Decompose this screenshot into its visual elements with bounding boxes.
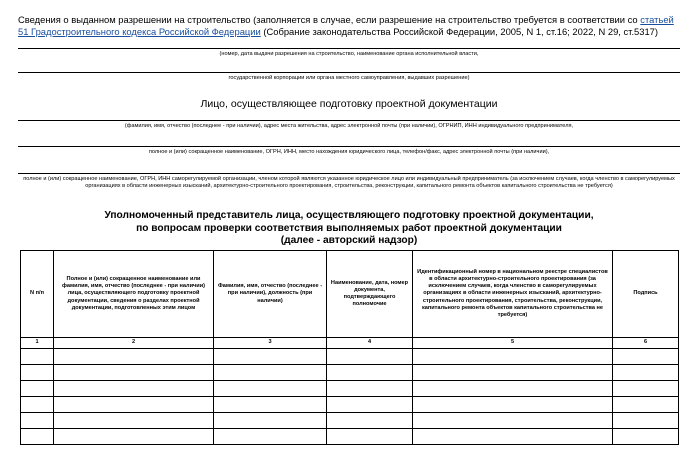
table-cell[interactable] — [21, 365, 54, 381]
person-fill-line-1[interactable] — [18, 120, 680, 121]
permit-caption-1: (номер, дата выдачи разрешения на строительство, наименование органа исполнительной власти, — [219, 51, 479, 57]
table-cell[interactable] — [21, 381, 54, 397]
person-caption-1: (фамилия, имя, отчество (последнее - при наличии), адрес места жительства, адрес электронной почты (при наличии), ОГРНИП, ИНН индивидуального предпринимателя, — [124, 123, 574, 129]
table-row — [21, 349, 679, 365]
table-cell[interactable] — [327, 349, 413, 365]
col-number: 2 — [54, 338, 214, 349]
table-cell[interactable] — [613, 413, 679, 429]
heading-line-2: по вопросам проверки соответствия выполняемых работ проектной документации — [136, 222, 562, 234]
table-cell[interactable] — [54, 397, 214, 413]
table-cell[interactable] — [54, 413, 214, 429]
col-header-number: N п/п — [21, 251, 54, 338]
table-cell[interactable] — [413, 397, 613, 413]
table-cell[interactable] — [214, 365, 327, 381]
col-number: 3 — [214, 338, 327, 349]
table-cell[interactable] — [327, 397, 413, 413]
person-fill-line-2[interactable] — [18, 146, 680, 147]
section-heading-representative — [18, 210, 680, 248]
table-cell[interactable] — [613, 429, 679, 445]
permit-fill-line-2[interactable] — [18, 72, 680, 73]
heading-line-1: Уполномоченный представитель лица, осуществляющего подготовку проектной документации, — [104, 210, 594, 221]
table-cell[interactable] — [214, 397, 327, 413]
table-cell[interactable] — [613, 397, 679, 413]
table-cell[interactable] — [54, 365, 214, 381]
table-cell[interactable] — [327, 413, 413, 429]
person-fill-line-3[interactable] — [18, 173, 680, 174]
table-row — [21, 413, 679, 429]
col-header-representative-name: Фамилия, имя, отчество (последнее - при наличии), должность (при наличии) — [214, 251, 327, 338]
col-number: 6 — [613, 338, 679, 349]
table-cell[interactable] — [413, 365, 613, 381]
col-number: 1 — [21, 338, 54, 349]
table-cell[interactable] — [613, 349, 679, 365]
table-cell[interactable] — [21, 413, 54, 429]
person-caption-3: полное и (или) сокращенное наименование, ОГРН, ИНН саморегулируемой организации, членом которой являются указанное юридическое лицо или индивидуальный предприниматель (за исключением случаев, когда членство в саморегулируемых организациях в области инженерных изысканий, архитектурно-строительного проектирования, строительства, реконструкции, капитального ремонта объектов капитального строительства не требуется) — [23, 176, 675, 189]
col-header-organization: Полное и (или) сокращенное наименование или фамилия, имя, отчество (последнее - при наличии) лица, осуществляющего подготовку проектной документации, сведения о разделах проектной документации, подготовленных этим лицом — [54, 251, 214, 338]
person-caption-2: полное и (или) сокращенное наименование, ОГРН, ИНН, место нахождения юридического лица, телефон/факс, адрес электронной почты (при наличии), — [148, 149, 550, 155]
table-row — [21, 429, 679, 445]
col-header-authority-document: Наименование, дата, номер документа, подтверждающего полномочие — [327, 251, 413, 338]
heading-line-3: (далее - авторский надзор) — [280, 235, 418, 246]
table-cell[interactable] — [21, 429, 54, 445]
table-cell[interactable] — [413, 381, 613, 397]
permit-caption-2: государственной корпорации или органа местного самоуправления, выдавших разрешение) — [228, 75, 470, 81]
table-cell[interactable] — [413, 413, 613, 429]
column-numbers-row — [21, 338, 679, 349]
table-cell[interactable] — [214, 429, 327, 445]
section-heading-person: Лицо, осуществляющее подготовку проектной документации — [200, 98, 498, 110]
table-cell[interactable] — [413, 429, 613, 445]
table-header-row — [21, 251, 679, 338]
intro-text-before: Сведения о выданном разрешении на строительство (заполняется в случае, если разрешение на строительство требуется в соответствии со — [18, 14, 641, 25]
table-row — [21, 397, 679, 413]
col-header-registry-id: Идентификационный номер в национальном реестре специалистов в области архитектурно-строительного проектирования (за исключением случаев, когда членство в саморегулируемых организациях в области инженерных изысканий, архитектурно-строительного проектирования, строительства, реконструкции, капитального ремонта объектов капитального строительства не требуется) — [413, 251, 613, 338]
permit-fill-line-1[interactable] — [18, 48, 680, 49]
table-cell[interactable] — [54, 349, 214, 365]
table-cell[interactable] — [214, 381, 327, 397]
permit-intro — [18, 14, 680, 38]
table-cell[interactable] — [613, 381, 679, 397]
table-cell[interactable] — [54, 381, 214, 397]
table-cell[interactable] — [54, 429, 214, 445]
table-cell[interactable] — [413, 349, 613, 365]
table-cell[interactable] — [327, 429, 413, 445]
representatives-table — [20, 250, 679, 445]
col-header-signature: Подпись — [613, 251, 679, 338]
table-cell[interactable] — [21, 349, 54, 365]
table-row — [21, 365, 679, 381]
table-cell[interactable] — [21, 397, 54, 413]
col-number: 4 — [327, 338, 413, 349]
table-cell[interactable] — [214, 349, 327, 365]
table-cell[interactable] — [613, 365, 679, 381]
table-cell[interactable] — [327, 381, 413, 397]
law-article-link[interactable]: статьей 51 Градостроительного кодекса Российской Федерации — [18, 14, 674, 37]
col-number: 5 — [413, 338, 613, 349]
table-row — [21, 381, 679, 397]
intro-text-after: (Собрание законодательства Российской Федерации, 2005, N 1, ст.16; 2022, N 29, ст.5317) — [260, 26, 659, 37]
table-cell[interactable] — [214, 413, 327, 429]
table-cell[interactable] — [327, 365, 413, 381]
